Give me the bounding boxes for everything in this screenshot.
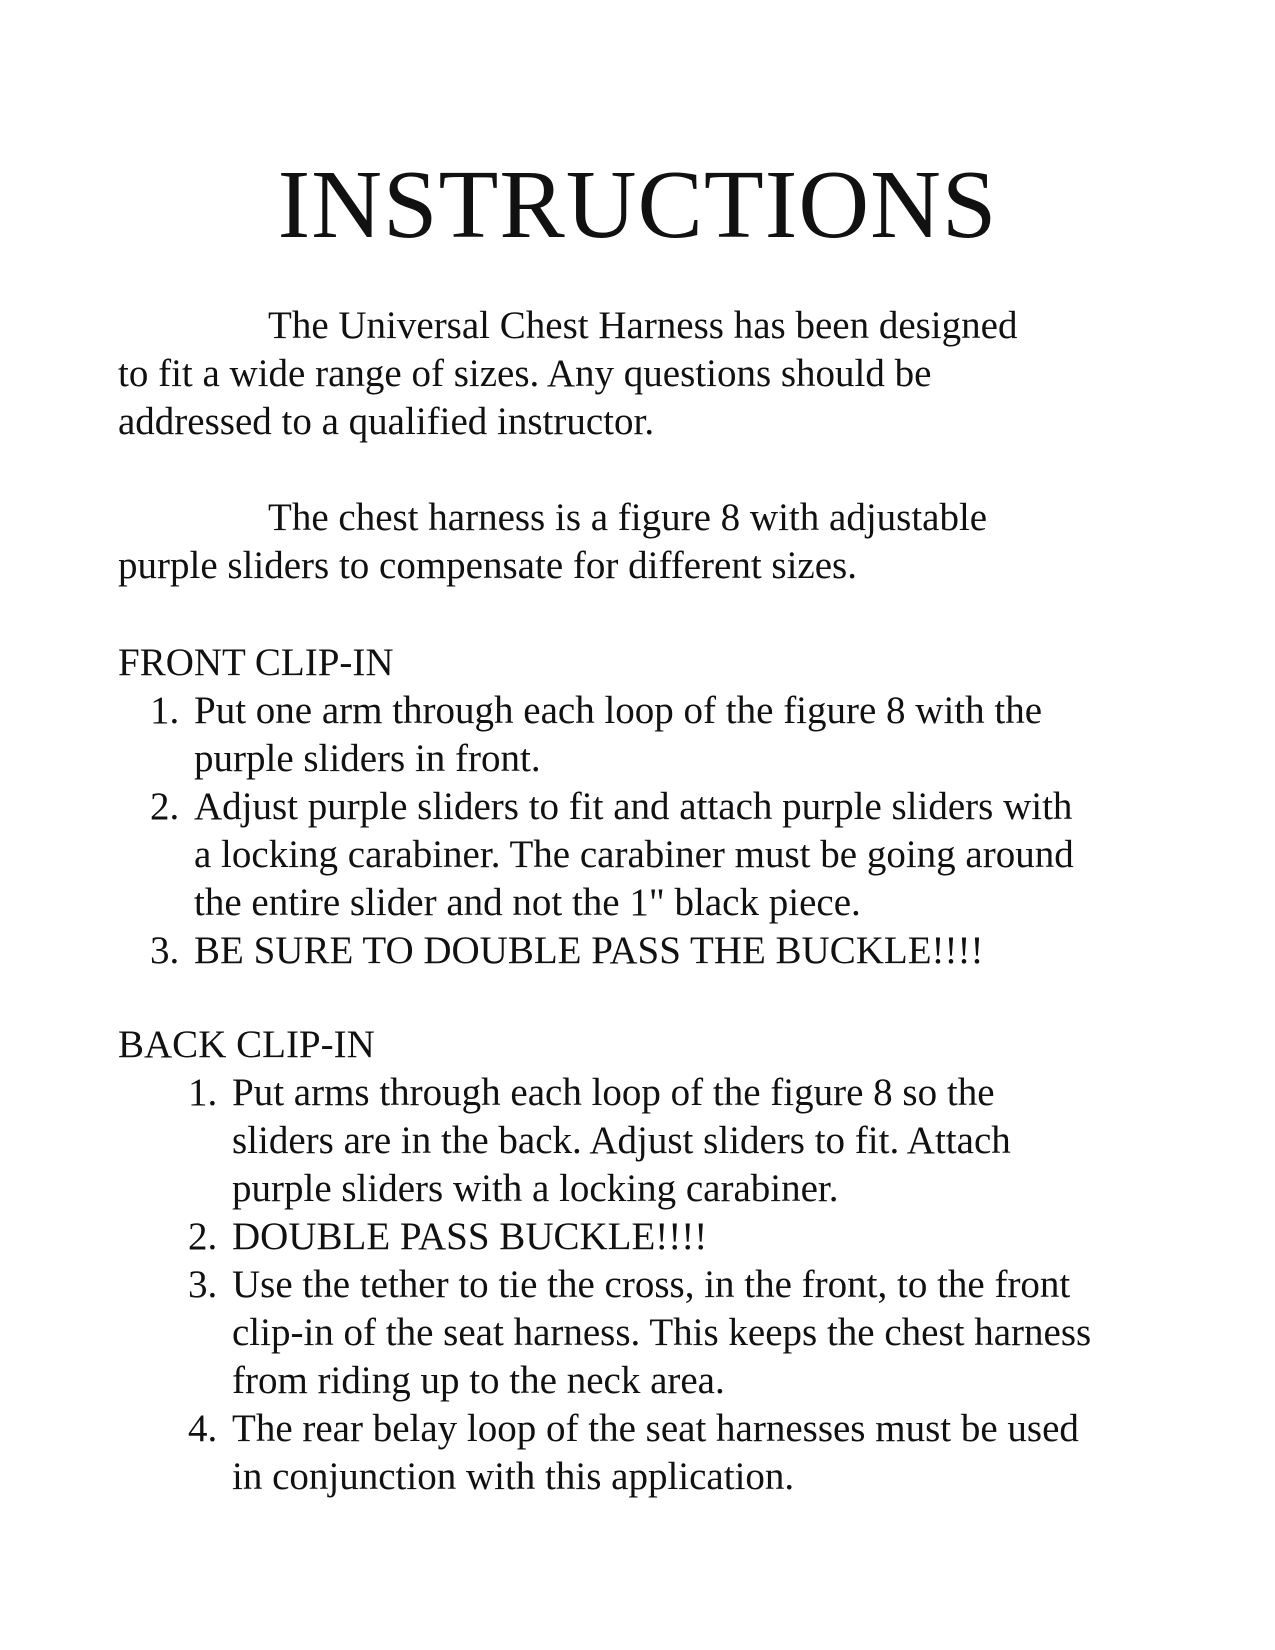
step-line: Adjust purple sliders to fit and attach purple sliders with: [194, 785, 1073, 828]
intro-line: The Universal Chest Harness has been designed: [268, 304, 1018, 347]
description-paragraph: [118, 494, 1118, 590]
intro-paragraph: [118, 302, 1118, 446]
step-number: 1.: [188, 1071, 218, 1114]
back-step-4: [188, 1405, 1091, 1501]
back-step-1: [188, 1069, 1091, 1213]
front-step-1: [150, 687, 1074, 783]
back-clip-in-heading: BACK CLIP-IN: [118, 1023, 375, 1066]
step-number: 3.: [188, 1263, 218, 1306]
step-line: purple sliders with a locking carabiner.: [232, 1167, 839, 1210]
front-clip-in-steps: [150, 687, 1074, 975]
step-line: DOUBLE PASS BUCKLE!!!!: [232, 1215, 708, 1258]
step-line: purple sliders in front.: [194, 737, 541, 780]
description-line: purple sliders to compensate for different sizes.: [118, 544, 857, 587]
page-title: INSTRUCTIONS: [277, 151, 998, 259]
step-line: clip-in of the seat harness. This keeps the chest harness: [232, 1311, 1092, 1354]
front-step-3: [150, 927, 1074, 975]
description-line: The chest harness is a figure 8 with adjustable: [268, 496, 988, 539]
step-number: 1.: [150, 689, 180, 732]
step-line: Use the tether to tie the cross, in the front, to the front: [232, 1263, 1071, 1306]
step-line: The rear belay loop of the seat harnesses must be used: [232, 1407, 1079, 1450]
back-step-3: [188, 1261, 1091, 1405]
back-clip-in-steps: [188, 1069, 1091, 1501]
step-line: the entire slider and not the 1" black piece.: [194, 881, 861, 924]
step-line: Put arms through each loop of the figure 8 so the: [232, 1071, 995, 1114]
step-line: sliders are in the back. Adjust sliders to fit. Attach: [232, 1119, 1011, 1162]
step-line: a locking carabiner. The carabiner must be going around: [194, 833, 1074, 876]
step-line: from riding up to the neck area.: [232, 1359, 725, 1402]
step-line: Put one arm through each loop of the figure 8 with the: [194, 689, 1043, 732]
intro-line: addressed to a qualified instructor.: [118, 400, 655, 443]
back-step-2: [188, 1213, 1091, 1261]
step-number: 2.: [150, 785, 180, 828]
step-number: 3.: [150, 929, 180, 972]
step-line: BE SURE TO DOUBLE PASS THE BUCKLE!!!!: [194, 929, 984, 972]
front-step-2: [150, 783, 1074, 927]
intro-line: to fit a wide range of sizes. Any questions should be: [118, 352, 932, 395]
step-number: 2.: [188, 1215, 218, 1258]
step-number: 4.: [188, 1407, 218, 1450]
step-line: in conjunction with this application.: [232, 1455, 795, 1498]
front-clip-in-heading: FRONT CLIP-IN: [118, 641, 394, 684]
